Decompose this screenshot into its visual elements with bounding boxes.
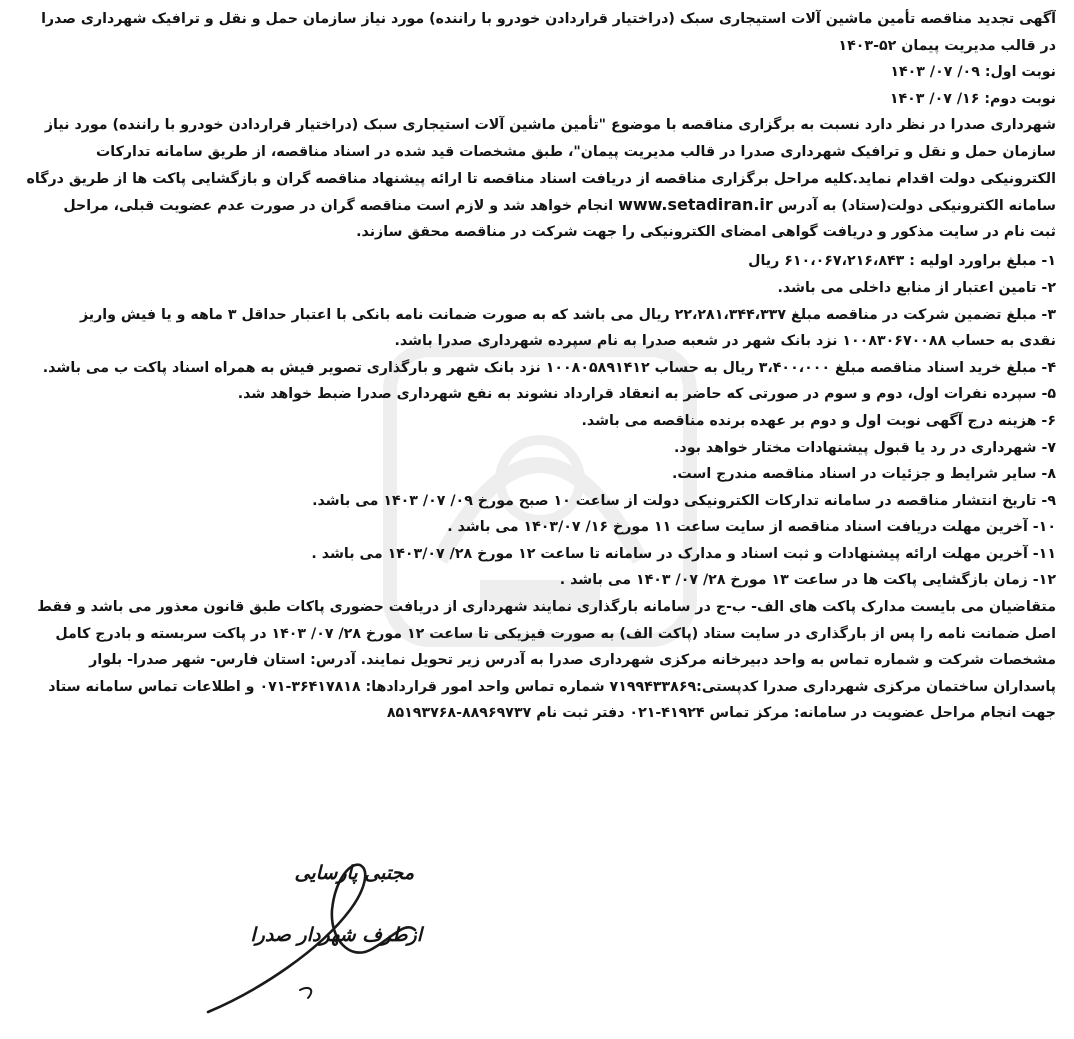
intro-line-2: سازمان حمل و نقل و ترافیک شهرداری صدرا در قالب مدیریت پیمان"، طبق مشخصات قید شده در اسناد مناقصه، از طریق سامانه تدارکات [96, 143, 1056, 160]
closing-line-2: اصل ضمانت نامه را پس از بارگذاری در سایت ستاد (پاکت الف) به صورت فیزیکی تا ساعت ۱۲ مورخ ۲۸/ ۰۷/ ۱۴۰۳ در پاکت سربسته و بادرج کامل [55, 625, 1056, 642]
website-link[interactable]: www.setadiran.ir [618, 195, 773, 215]
item-7: ۷- شهرداری در رد یا قبول پیشنهادات مختار خواهد بود. [674, 439, 1056, 456]
item-11: ۱۱- آخرین مهلت ارائه پیشنهادات و ثبت اسناد و مدارک در سامانه تا ساعت ۱۲ مورخ ۲۸/ ۱۴۰۳/۰۷ می باشد . [311, 545, 1056, 562]
closing-line-1: متقاضیان می بایست مدارک پاکت های الف- ب-ج در سامانه بارگذاری نمایند شهرداری از دریافت حضوری پاکات طبق قانون معذور می باشد و فقط [37, 599, 1056, 616]
closing-line-5: جهت انجام مراحل عضویت در سامانه: مرکز تماس ۴۱۹۲۴-۰۲۱ دفتر ثبت نام ۸۸۹۶۹۷۳۷-۸۵۱۹۳۷۶۸ [386, 705, 1056, 722]
signature-block [200, 840, 430, 1020]
second-round-date: نوبت دوم: ۱۶/ ۰۷/ ۱۴۰۳ [889, 90, 1056, 107]
intro-line-3: الکترونیکی دولت اقدام نماید.کلیه مراحل برگزاری مناقصه از دریافت اسناد مناقصه تا ارائه پیشنهاد مناقصه گران و بازگشایی پاکت ها از طریق درگاه [26, 170, 1056, 187]
closing-line-4: پاسداران ساختمان مرکزی شهرداری صدرا کدپستی:۷۱۹۹۴۳۳۸۶۹ شماره تماس واحد امور قراردادها: ۳۶۴۱۷۸۱۸-۰۷۱ و اطلاعات تماس سامانه ستاد [48, 678, 1056, 695]
item-10: ۱۰- آخرین مهلت دریافت اسناد مناقصه از سایت ساعت ۱۱ مورخ ۱۶/ ۱۴۰۳/۰۷ می باشد . [447, 519, 1056, 536]
item-2: ۲- تامین اعتبار از منابع داخلی می باشد. [777, 279, 1056, 296]
intro-line-4 [14, 192, 1056, 219]
intro-line-5: ثبت نام در سایت مذکور و دریافت گواهی امضای الکترونیکی را جهت شرکت در مناقصه محقق سازند. [356, 223, 1056, 240]
signatory-name: مجتبی پارسایی [294, 862, 414, 884]
item-4: ۴- مبلغ خرید اسناد مناقصه مبلغ ۳،۴۰۰،۰۰۰ ریال به حساب ۱۰۰۸۰۵۸۹۱۴۱۲ نزد بانک شهر و بارگذاری تصویر فیش به همراه اسناد پاکت ب می باشد. [42, 359, 1056, 376]
item-5: ۵- سپرده نفرات اول، دوم و سوم در صورتی که حاضر به انعقاد قرارداد نشوند به نفع شهرداری صدرا ضبط خواهد شد. [237, 386, 1056, 403]
closing-line-3: مشخصات شرکت و شماره تماس به واحد دبیرخانه مرکزی شهرداری صدرا به آدرس زیر تحویل نمایند. آدرس: استان فارس- شهر صدرا- بلوار [89, 652, 1056, 669]
item-8: ۸- سایر شرایط و جزئیات در اسناد مناقصه مندرج است. [671, 466, 1056, 483]
intro-line-4-before: سامانه الکترونیکی دولت(ستاد) به آدرس [777, 198, 1056, 215]
notice-title-line-2: در قالب مدیریت پیمان ۵۲-۱۴۰۳ [838, 37, 1056, 54]
item-1: ۱- مبلغ براورد اولیه : ۶۱۰،۰۶۷،۲۱۶،۸۴۳ ریال [748, 253, 1056, 270]
notice-title-line-1: آگهی تجدید مناقصه تأمین ماشین آلات استیجاری سبک (دراختیار قراردادن خودرو با راننده) مورد نیاز سازمان حمل و نقل و ترافیک شهرداری صدرا [41, 11, 1056, 27]
first-round-date: نوبت اول: ۰۹/ ۰۷/ ۱۴۰۳ [890, 64, 1056, 81]
notice-text [14, 6, 1056, 727]
item-3: ۳- مبلغ تضمین شرکت در مناقصه مبلغ ۲۲،۲۸۱،۳۴۴،۳۳۷ ریال می باشد که به صورت ضمانت نامه بانکی با اعتبار حداقل ۳ ماهه و یا فیش واریز [79, 306, 1056, 323]
item-12: ۱۲- زمان بازگشایی پاکت ها در ساعت ۱۳ مورخ ۲۸/ ۰۷/ ۱۴۰۳ می باشد . [559, 572, 1056, 589]
signatory-title: ازطرف شهردار صدرا [250, 924, 422, 946]
intro-line-1: شهرداری صدرا در نظر دارد نسبت به برگزاری مناقصه با موضوع "تأمین ماشین آلات استیجاری سبک (دراختیار قراردادن خودرو با راننده) مورد نیاز [44, 117, 1056, 134]
intro-line-4-after: انجام خواهد شد و لازم است مناقصه گران در صورت عدم عضویت قبلی، مراحل [63, 198, 614, 215]
item-6: ۶- هزینه درج آگهی نوبت اول و دوم بر عهده برنده مناقصه می باشد. [581, 412, 1056, 429]
item-3-continued: نقدی به حساب ۱۰۰۸۳۰۶۷۰۰۸۸ نزد بانک شهر در شعبه صدرا به نام سپرده شهرداری صدرا باشد. [394, 333, 1056, 350]
item-9: ۹- تاریخ انتشار مناقصه در سامانه تدارکات الکترونیکی دولت از ساعت ۱۰ صبح مورخ ۰۹/ ۰۷/ ۱۴۰۳ می باشد. [312, 492, 1056, 509]
